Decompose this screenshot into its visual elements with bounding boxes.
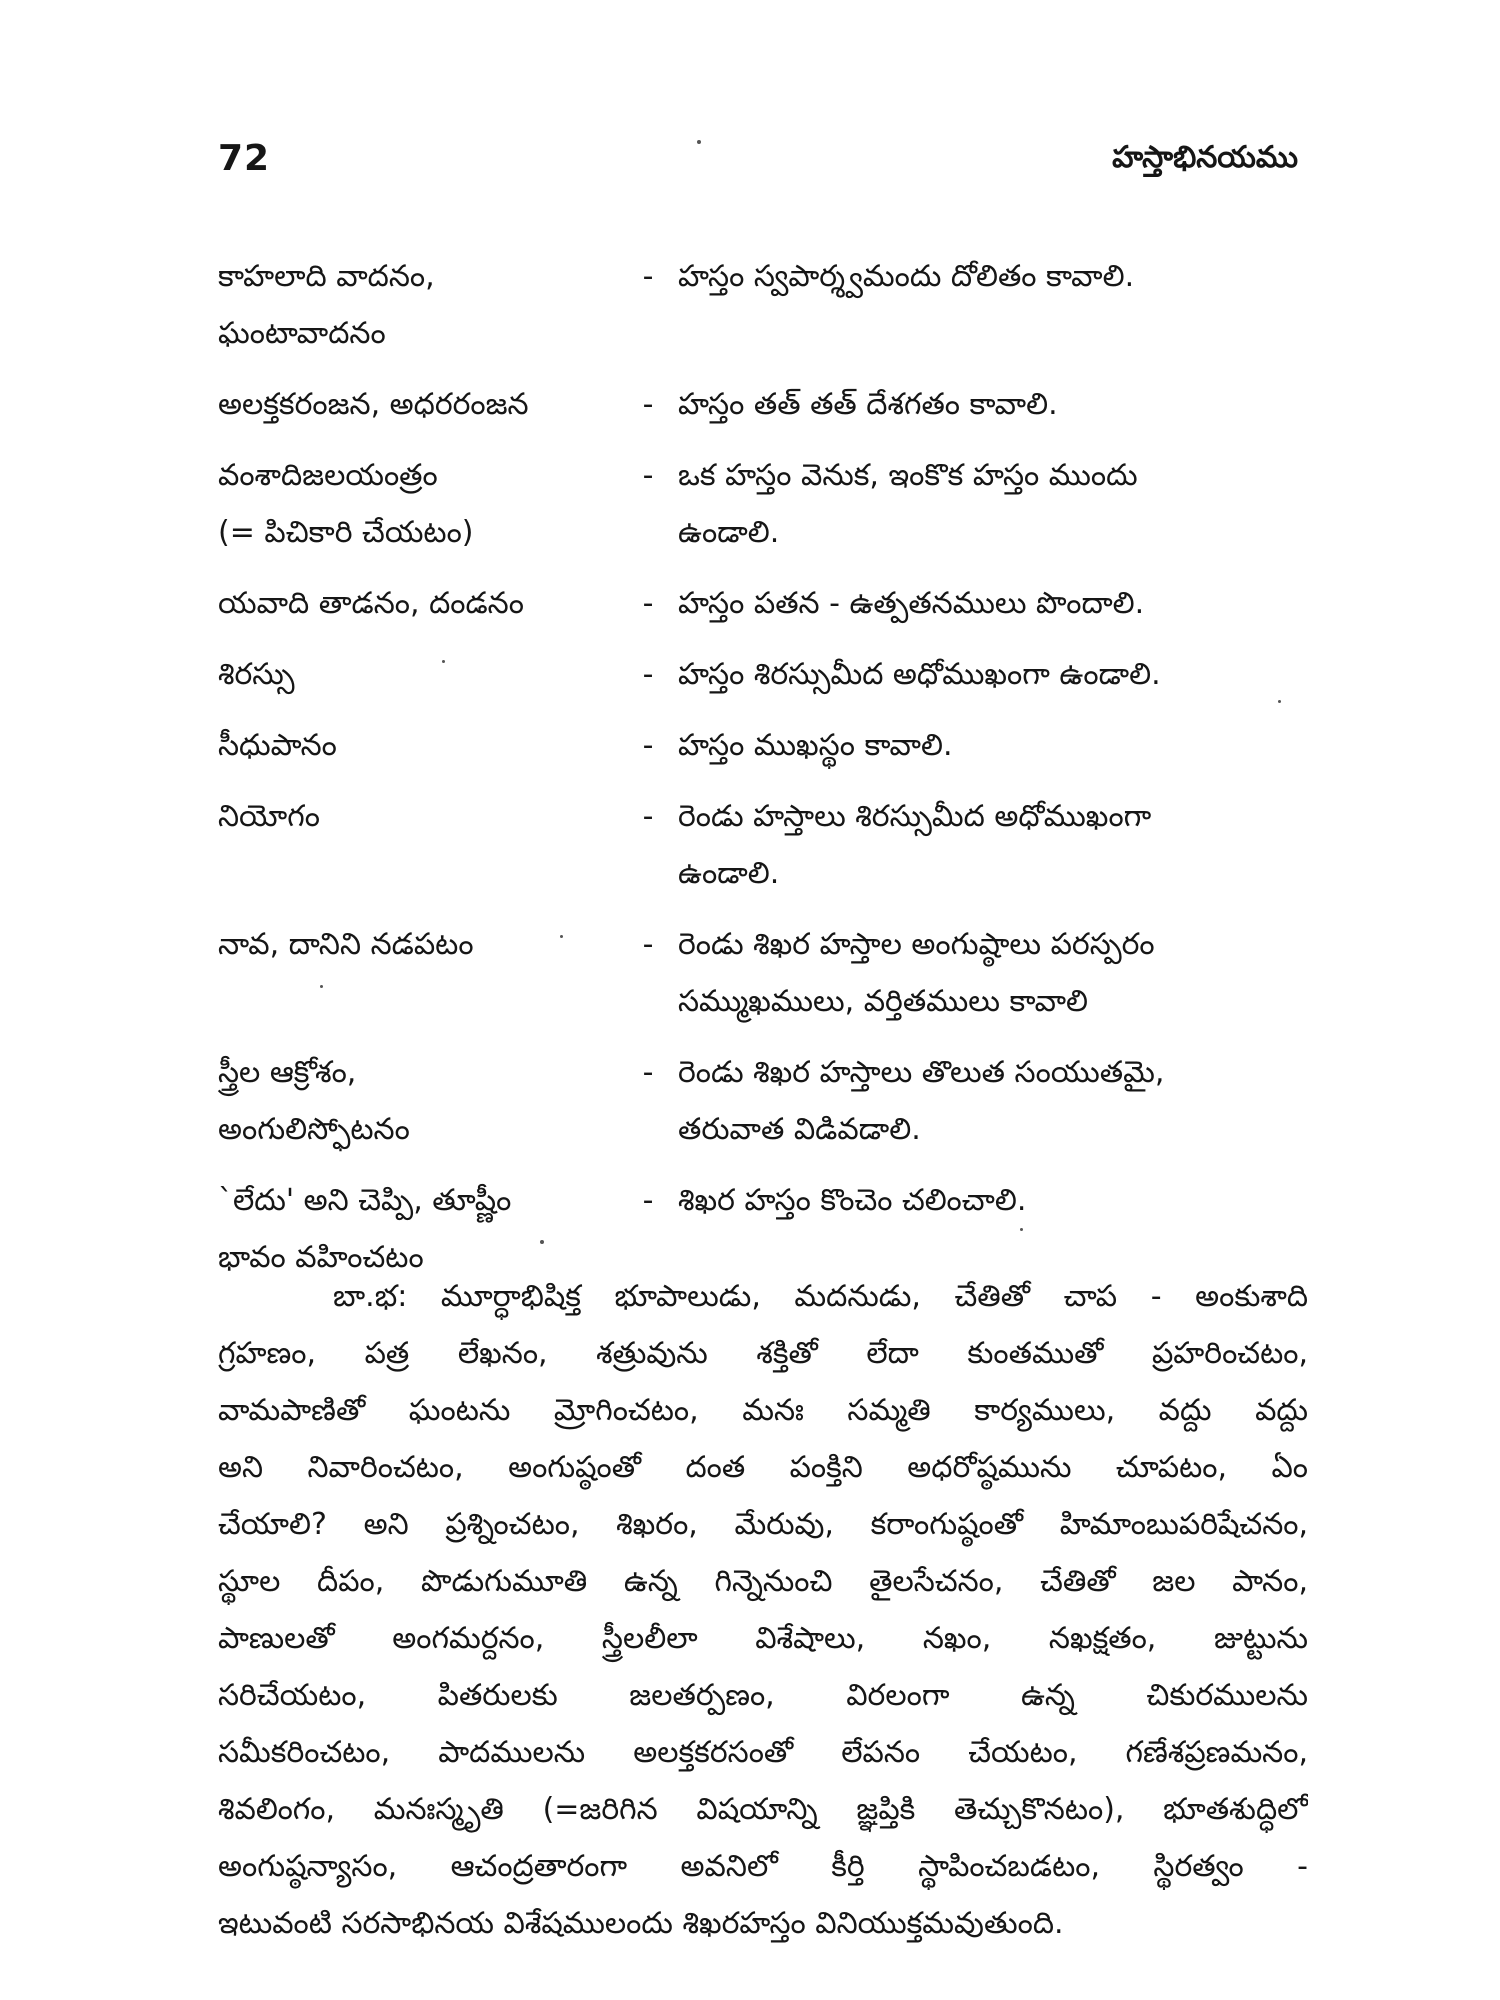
separator-dash: - [642, 458, 654, 493]
gesture-term: `లేదు' అని చెప్పి, తూష్ణీం భావం వహించటం [218, 1183, 512, 1275]
gesture-description: హస్తం తత్ తత్ దేశగతం కావాలి. [678, 387, 1058, 422]
list-item [218, 916, 1308, 1030]
gesture-description: హస్తం పతన - ఉత్పతనములు పొందాలి. [678, 586, 1145, 621]
page-number: 72 [218, 138, 271, 179]
paragraph-line: సమీకరించటం, పాదములను అలక్తకరసంతో లేపనం చేయటం, గణేశప్రణమనం, [218, 1735, 1308, 1770]
gesture-description: హస్తం ముఖస్థం కావాలి. [678, 728, 953, 763]
gesture-description: రెండు హస్తాలు శిరస్సుమీద అధోముఖంగా ఉండాలి. [678, 799, 1152, 891]
separator-dash: - [642, 1183, 654, 1218]
separator-dash: - [642, 387, 654, 422]
separator-dash: - [642, 927, 654, 962]
scan-speck [560, 935, 563, 938]
separator-dash: - [642, 1055, 654, 1090]
running-title: హస్తాభినయము [1112, 140, 1298, 175]
scan-speck [442, 660, 445, 663]
gesture-term: నావ, దానిని నడపటం [218, 927, 474, 962]
separator-dash: - [642, 259, 654, 294]
gesture-term: కాహలాది వాదనం, ఘంటావాదనం [218, 259, 435, 351]
paragraph-line: ఇటువంటి సరసాభినయ విశేషములందు శిఖరహస్తం వినియుక్తమవుతుంది. [218, 1906, 1064, 1941]
paragraph-line: అంగుష్ఠన్యాసం, ఆచంద్రతారంగా అవనిలో కీర్తి స్థాపించబడటం, స్థిరత్వం - [218, 1849, 1308, 1884]
gesture-term: శిరస్సు [218, 657, 295, 692]
separator-dash: - [642, 586, 654, 621]
list-item [218, 248, 1308, 362]
gesture-description: రెండు శిఖర హస్తాలు తొలుత సంయుతమై, తరువాత విడివడాలి. [678, 1055, 1165, 1147]
list-item [218, 447, 1308, 561]
paragraph-line: శివలింగం, మనఃస్మృతి (=జరిగిన విషయాన్ని జ్ఞప్తికి తెచ్చుకొనటం), భూతశుద్ధిలో [218, 1792, 1308, 1827]
separator-dash: - [642, 728, 654, 763]
gesture-description: హస్తం స్వపార్శ్వమందు దోలితం కావాలి. [678, 259, 1135, 294]
paragraph-line: స్థూల దీపం, పొడుగుమూతి ఉన్న గిన్నెనుంచి తైలసేచనం, చేతితో జల పానం, [218, 1564, 1308, 1599]
paragraph-line: అని నివారించటం, అంగుష్ఠంతో దంత పంక్తిని అధరోష్ఠమును చూపటం, ఏం [218, 1450, 1308, 1485]
gesture-term: సీధుపానం [218, 728, 337, 763]
scan-speck [1020, 1228, 1023, 1231]
paragraph-line: గ్రహణం, పత్ర లేఖనం, శత్రువును శక్తితో లేదా కుంతముతో ప్రహరించటం, [218, 1336, 1308, 1371]
page-header [218, 138, 1298, 198]
list-item [218, 646, 1308, 703]
paragraph-line: వామపాణితో ఘంటను మ్రోగించటం, మనః సమ్మతి కార్యములు, వద్దు వద్దు [218, 1393, 1308, 1428]
gesture-term: స్త్రీల ఆక్రోశం, అంగులిస్ఫోటనం [218, 1055, 410, 1147]
gesture-description: హస్తం శిరస్సుమీద అధోముఖంగా ఉండాలి. [678, 657, 1161, 692]
paragraph-line: సరిచేయటం, పితరులకు జలతర్పణం, విరలంగా ఉన్న చికురములను [218, 1678, 1308, 1713]
separator-dash: - [642, 799, 654, 834]
gesture-description: శిఖర హస్తం కొంచెం చలించాలి. [678, 1183, 1027, 1218]
scan-speck [1278, 700, 1281, 703]
scan-speck [697, 140, 701, 144]
paragraph-line: చేయాలి? అని ప్రశ్నించటం, శిఖరం, మేరువు, కరాంగుష్ఠంతో హిమాంబుపరిషేచనం, [218, 1507, 1308, 1542]
list-item [218, 717, 1308, 774]
gesture-description: రెండు శిఖర హస్తాల అంగుష్ఠాలు పరస్పరం సమ్ముఖములు, వర్తితములు కావాలి [678, 927, 1155, 1019]
scan-speck [320, 985, 323, 988]
paragraph-line: బా.భ: మూర్ధాభిషిక్త భూపాలుడు, మదనుడు, చేతితో చాప - అంకుశాది [333, 1279, 1308, 1314]
gesture-term: వంశాదిజలయంత్రం (= పిచికారి చేయటం) [218, 458, 474, 550]
gesture-term: నియోగం [218, 799, 320, 834]
scan-speck [540, 1240, 544, 1244]
gesture-term: అలక్తకరంజన, అధరరంజన [218, 387, 529, 422]
gesture-term: యవాది తాడనం, దండనం [218, 586, 524, 621]
list-item [218, 788, 1308, 902]
body-paragraph [218, 1268, 1308, 1952]
separator-dash: - [642, 657, 654, 692]
list-item [218, 1044, 1308, 1158]
list-item [218, 575, 1308, 632]
gesture-description: ఒక హస్తం వెనుక, ఇంకొక హస్తం ముందు ఉండాలి. [678, 458, 1138, 550]
gesture-usage-list [218, 248, 1308, 1300]
list-item [218, 376, 1308, 433]
paragraph-line: పాణులతో అంగమర్దనం, స్త్రీలలీలా విశేషాలు, నఖం, నఖక్షతం, జుట్టును [218, 1621, 1308, 1656]
